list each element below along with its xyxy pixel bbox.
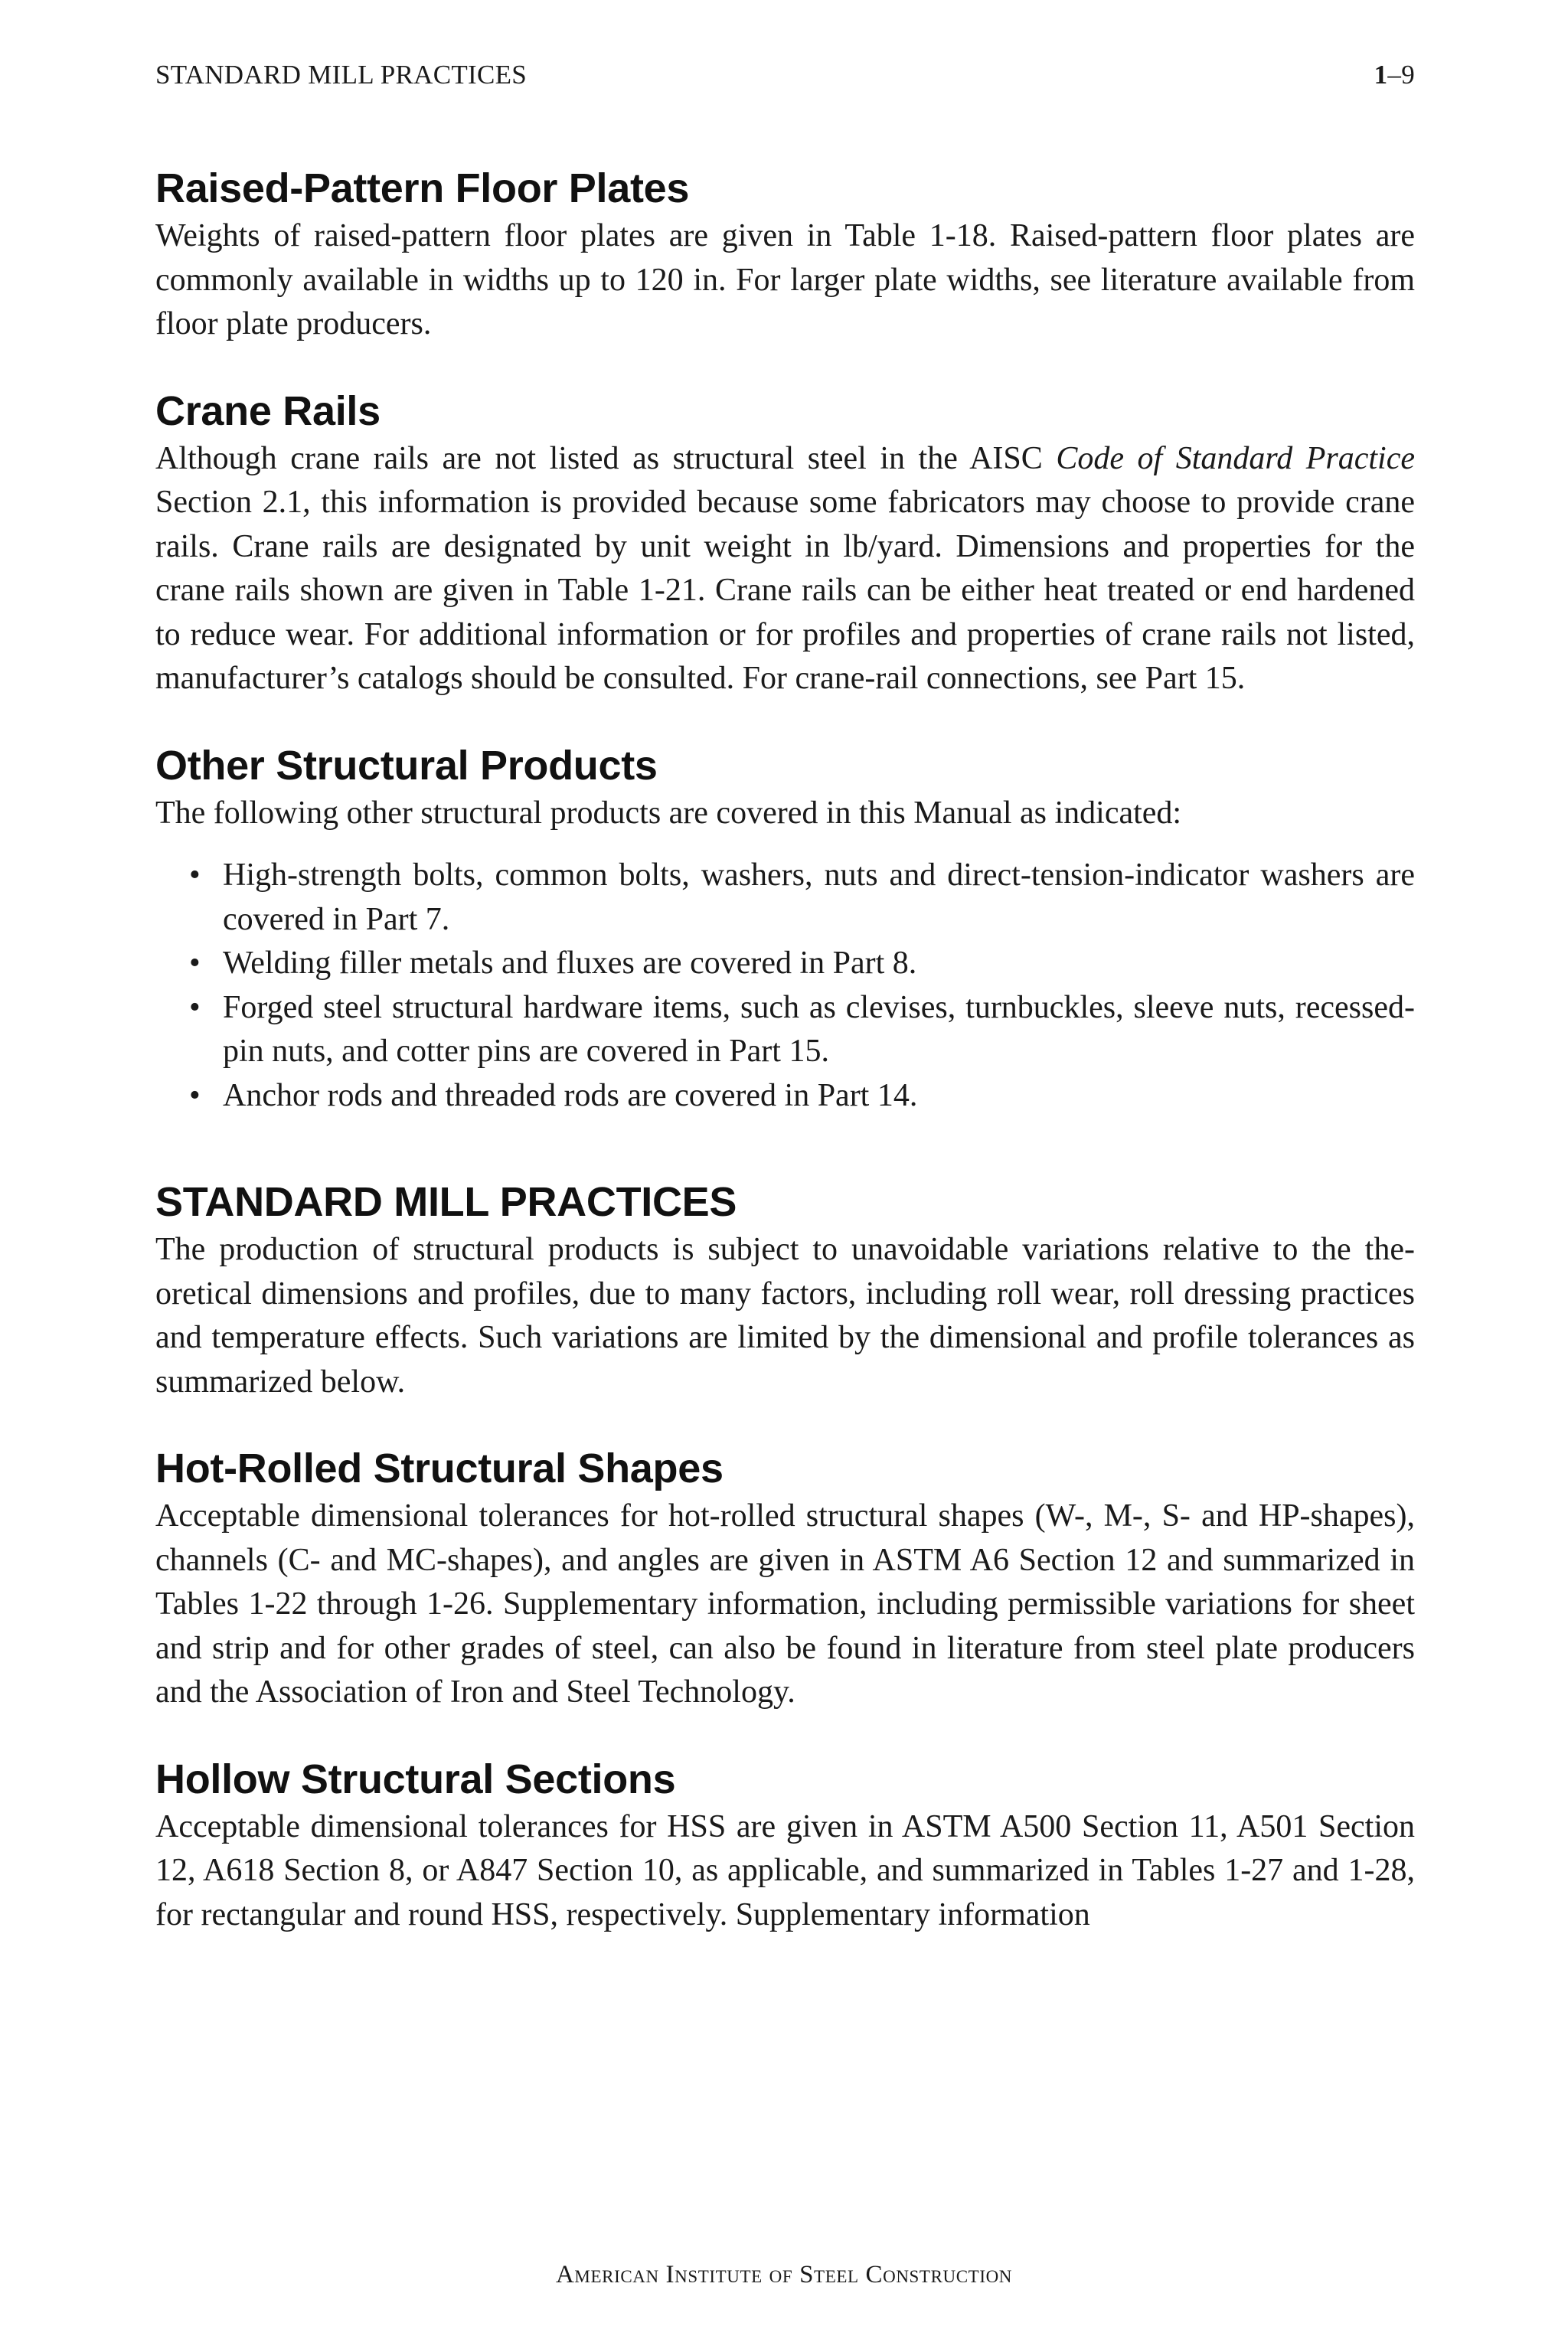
page-number-chapter: 1 xyxy=(1374,60,1388,90)
list-item-text: Forged steel structural hardware items, such as clevises, turnbuckles, sleeve nuts, recessed-pin nuts, and cotter pins are covered in Part 15. xyxy=(223,989,1415,1069)
running-header xyxy=(155,60,1415,93)
section-heading: Hot-Rolled Structural Shapes xyxy=(155,1446,724,1491)
section-hss xyxy=(155,1755,1415,1938)
list-item-text: Welding filler metals and fluxes are covered in Part 8. xyxy=(223,946,917,981)
paragraph-text: Although crane rails are not listed as structural steel in the AISC xyxy=(155,440,1057,476)
running-title: STANDARD MILL PRACTICES xyxy=(155,60,528,90)
list-item xyxy=(155,854,1415,942)
section-floor-plates xyxy=(155,164,1415,347)
page-footer xyxy=(0,2261,1568,2289)
paragraph-text: Section 2.1, this information is provided because some fabricators may choose to provide crane rails. Crane rails are designated by unit weight in lb/yard. Dimensions and properties for the crane rails shown are given in Table 1-21. Crane rails can be either heat treated or end hardened to reduce wear. For additional information or for profiles and properties of crane rails not listed, manufacturer’s catalogs should be consulted. For crane-rail connections, see Part 15. xyxy=(155,485,1415,696)
bullet-icon: • xyxy=(189,858,201,893)
section-paragraph: The following other structural products are covered in this Manual as indicated: xyxy=(155,795,1182,831)
section-heading: Crane Rails xyxy=(155,387,381,434)
section-heading: Other Structural Products xyxy=(155,742,658,789)
section-hot-rolled xyxy=(155,1444,1415,1715)
list-item xyxy=(155,1074,1415,1119)
section-paragraph: Weights of raised-pattern floor plates are given in Table 1-18. Raised-pattern floor plates are commonly available in widths up to 120 in. For larger plate widths, see literature available from floor plate producers. xyxy=(155,218,1415,341)
list-item xyxy=(155,942,1415,986)
page-number-page: –9 xyxy=(1387,60,1415,90)
page-number xyxy=(1374,60,1415,90)
list-item-text: Anchor rods and threaded rods are covered in Part 14. xyxy=(223,1077,918,1113)
section-heading: Hollow Structural Sections xyxy=(155,1756,676,1802)
bullet-list xyxy=(155,854,1415,1118)
bullet-icon: • xyxy=(189,1077,201,1113)
section-paragraph: Acceptable dimensional tolerances for hot-rolled structural shapes (W-, M-, S- and HP-shapes), channels (C- and MC-shapes), and angles are given in ASTM A6 Section 12 and summarized in Tables 1-22 through 1-26. Supplementary information, including permissible variations for sheet and strip and for other grades of steel, can also be found in literature from steel plate producers and the Association of Iron and Steel Technology. xyxy=(155,1498,1415,1710)
list-item-text: High-strength bolts, common bolts, washers, nuts and direct-tension-indicator washers are covered in Part 7. xyxy=(223,858,1415,937)
publication-title: Code of Standard Practice xyxy=(1056,440,1415,476)
list-item xyxy=(155,986,1415,1074)
publisher-name: American Institute of Steel Construction xyxy=(556,2261,1012,2288)
section-crane-rails xyxy=(155,387,1415,701)
section-heading: STANDARD MILL PRACTICES xyxy=(155,1179,737,1225)
section-other-products xyxy=(155,741,1415,1119)
section-mill-practices xyxy=(155,1178,1415,1404)
section-paragraph: Acceptable dimensional tolerances for HSS are given in ASTM A500 Section 11, A501 Section 12, A618 Section 8, or A847 Section 10, as applicable, and summarized in Tables 1-27 and 1-28, for rectangular and round HSS, respectively. Supplementary information xyxy=(155,1808,1415,1932)
section-paragraph: The production of structural products is subject to unavoidable variations relative to the theoretical dimensions and profiles, due to many factors, including roll wear, roll dressing practices and temperature effects. Such variations are limited by the dimensional and profile tolerances as summarized below. xyxy=(155,1232,1415,1400)
page-body xyxy=(155,164,1415,1937)
section-heading: Raised-Pattern Floor Plates xyxy=(155,165,690,211)
bullet-icon: • xyxy=(189,946,201,981)
bullet-icon: • xyxy=(189,989,201,1025)
section-paragraph xyxy=(155,437,1415,701)
